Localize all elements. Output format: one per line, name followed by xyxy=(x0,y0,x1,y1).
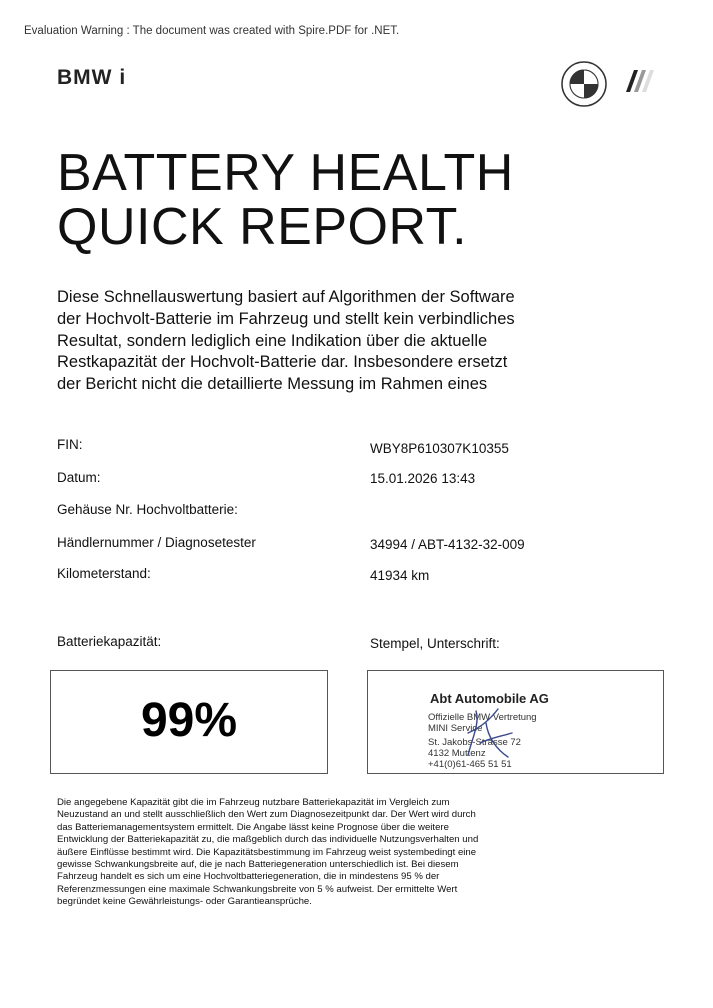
disclaimer-text: Die angegebene Kapazität gibt die im Fahrzeug nutzbare Batteriekapazität im Vergleich zum Neuzustand an und stellt ausschließlich den Wert zum Diagnosezeitpunkt dar. Der Wert wird durch das Batteriemanagementsystem ermittelt. Die Angabe lässt keine Prognose über die weitere Entwicklung der Batteriekapazität zu, die maßgeblich durch das individuelle Nutzungsverhalten und äußere Einflüsse bestimmt wird. Die Kapazitätsbestimmung im Fahrzeug weist systembedingt eine gewisse Schwankungsbreite auf, die je nach Batteriegeneration unterschiedlich ist. Bei diesem Fahrzeug handelt es sich um eine Hochvoltbatteriegeneration, die in mindestens 95 % der Referenzmessungen eine maximale Schwankungsbreite von 5 % aufweist. Der ermittelte Wert begründet keine Gewährleistungs- oder Garantieansprüche. xyxy=(57,797,479,908)
stamp-label: Stempel, Unterschrift: xyxy=(370,636,500,651)
dealer-label: Händlernummer / Diagnosetester xyxy=(57,535,256,550)
intro-text: Diese Schnellauswertung basiert auf Algorithmen der Software der Hochvolt-Batterie im Fahrzeug und stellt kein verbindliches Resultat, sondern lediglich eine Indikation über die aktuelle Restkapazität der Hochvolt-Batterie dar. Insbesondere ersetzt der Bericht nicht die detaillierte Messung im Rahmen eines xyxy=(57,288,515,394)
battery-housing-label: Gehäuse Nr. Hochvoltbatterie: xyxy=(57,502,238,517)
stamp-line-5: +41(0)61-465 51 51 xyxy=(428,759,512,770)
stamp-line-4: 4132 Muttenz xyxy=(428,748,486,759)
intro-container xyxy=(57,287,517,418)
capacity-value: 99% xyxy=(140,694,238,747)
date-label: Datum: xyxy=(57,470,101,485)
capacity-label: Batteriekapazität: xyxy=(57,634,162,649)
bmw-i-stripe-icon xyxy=(620,68,658,94)
fin-value: WBY8P610307K10355 xyxy=(370,441,509,456)
bmw-roundel-logo xyxy=(561,61,607,107)
stamp-box xyxy=(367,670,664,774)
mileage-label: Kilometerstand: xyxy=(57,566,151,581)
capacity-box xyxy=(50,670,328,774)
stamp-line-3: St. Jakobs-Strasse 72 xyxy=(428,737,521,748)
handwritten-signature xyxy=(458,703,518,763)
mileage-value: 41934 km xyxy=(370,568,430,583)
fin-label: FIN: xyxy=(57,437,83,452)
report-title xyxy=(57,146,514,254)
stamp-line-1: Offizielle BMW Vertretung xyxy=(428,712,537,723)
evaluation-warning: Evaluation Warning : The document was created with Spire.PDF for .NET. xyxy=(24,25,400,37)
stamp-firm-name: Abt Automobile AG xyxy=(430,691,549,706)
dealer-value: 34994 / ABT-4132-32-009 xyxy=(370,537,525,552)
brand-wordmark: BMW i xyxy=(57,66,127,89)
title-line-2: QUICK REPORT. xyxy=(57,198,468,256)
stamp-line-2: MINI Service xyxy=(428,723,483,734)
date-value: 15.01.2026 13:43 xyxy=(370,471,476,486)
title-line-1: BATTERY HEALTH xyxy=(57,144,514,202)
